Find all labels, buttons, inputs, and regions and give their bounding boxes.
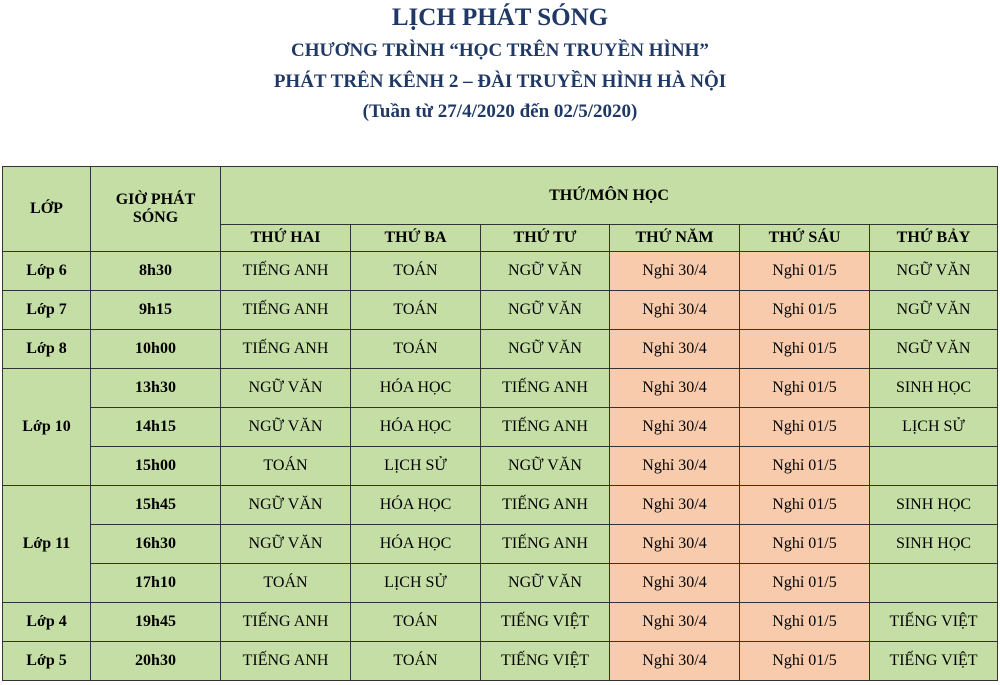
holiday-cell: Nghỉ 30/4 bbox=[610, 525, 740, 564]
holiday-cell: Nghỉ 01/5 bbox=[740, 642, 870, 681]
class-cell: Lớp 5 bbox=[3, 642, 91, 681]
time-cell: 15h00 bbox=[91, 447, 221, 486]
time-cell: 20h30 bbox=[91, 642, 221, 681]
time-cell: 17h10 bbox=[91, 564, 221, 603]
subject-cell: SINH HỌC bbox=[870, 525, 998, 564]
subject-cell: TIẾNG ANH bbox=[481, 486, 610, 525]
holiday-cell: Nghỉ 01/5 bbox=[740, 525, 870, 564]
holiday-cell: Nghỉ 01/5 bbox=[740, 369, 870, 408]
time-cell: 16h30 bbox=[91, 525, 221, 564]
table-row bbox=[3, 330, 998, 369]
day-subject-group-header: THỨ/MÔN HỌC bbox=[221, 167, 998, 225]
holiday-cell: Nghỉ 30/4 bbox=[610, 291, 740, 330]
time-cell: 13h30 bbox=[91, 369, 221, 408]
holiday-cell: Nghỉ 30/4 bbox=[610, 486, 740, 525]
subject-cell: NGỮ VĂN bbox=[481, 252, 610, 291]
day-header: THỨ TƯ bbox=[481, 225, 610, 252]
class-cell: Lớp 8 bbox=[3, 330, 91, 369]
table-row bbox=[3, 408, 998, 447]
day-header: THỨ BA bbox=[351, 225, 481, 252]
holiday-cell: Nghỉ 01/5 bbox=[740, 486, 870, 525]
subject-cell: TIẾNG ANH bbox=[221, 642, 351, 681]
day-header: THỨ SÁU bbox=[740, 225, 870, 252]
holiday-cell: Nghỉ 30/4 bbox=[610, 369, 740, 408]
subject-cell: LỊCH SỬ bbox=[870, 408, 998, 447]
subject-cell: LỊCH SỬ bbox=[351, 447, 481, 486]
time-cell: 8h30 bbox=[91, 252, 221, 291]
subject-cell: TIẾNG VIỆT bbox=[481, 603, 610, 642]
holiday-cell: Nghỉ 01/5 bbox=[740, 291, 870, 330]
table-row bbox=[3, 252, 998, 291]
subject-cell: TIẾNG VIỆT bbox=[870, 603, 998, 642]
subject-cell: HÓA HỌC bbox=[351, 408, 481, 447]
subject-cell: TOÁN bbox=[351, 252, 481, 291]
table-row bbox=[3, 291, 998, 330]
holiday-cell: Nghỉ 01/5 bbox=[740, 447, 870, 486]
schedule-body bbox=[3, 252, 998, 681]
subject-cell: NGỮ VĂN bbox=[870, 291, 998, 330]
subject-cell: TOÁN bbox=[221, 564, 351, 603]
class-cell: Lớp 6 bbox=[3, 252, 91, 291]
day-header: THỨ NĂM bbox=[610, 225, 740, 252]
holiday-cell: Nghỉ 30/4 bbox=[610, 252, 740, 291]
table-row bbox=[3, 486, 998, 525]
subject-cell: NGỮ VĂN bbox=[481, 330, 610, 369]
subject-cell: NGỮ VĂN bbox=[221, 525, 351, 564]
class-cell: Lớp 4 bbox=[3, 603, 91, 642]
program-title: CHƯƠNG TRÌNH “HỌC TRÊN TRUYỀN HÌNH” bbox=[291, 40, 709, 61]
subject-cell: TIẾNG ANH bbox=[481, 525, 610, 564]
holiday-cell: Nghỉ 01/5 bbox=[740, 252, 870, 291]
time-column-header: GIỜ PHÁT SÓNG bbox=[91, 167, 221, 252]
subject-cell: NGỮ VĂN bbox=[481, 291, 610, 330]
class-cell: Lớp 7 bbox=[3, 291, 91, 330]
subject-cell: HÓA HỌC bbox=[351, 486, 481, 525]
subject-cell: TOÁN bbox=[351, 330, 481, 369]
subject-cell: NGỮ VĂN bbox=[221, 369, 351, 408]
subject-cell: NGỮ VĂN bbox=[221, 486, 351, 525]
holiday-cell: Nghỉ 30/4 bbox=[610, 447, 740, 486]
time-cell: 15h45 bbox=[91, 486, 221, 525]
subject-cell: SINH HỌC bbox=[870, 486, 998, 525]
subject-cell: TIẾNG VIỆT bbox=[870, 642, 998, 681]
table-row bbox=[3, 603, 998, 642]
schedule-table bbox=[2, 166, 998, 681]
subject-cell: TIẾNG ANH bbox=[481, 408, 610, 447]
subject-cell: HÓA HỌC bbox=[351, 369, 481, 408]
subject-cell: SINH HỌC bbox=[870, 369, 998, 408]
subject-cell: TIẾNG ANH bbox=[221, 252, 351, 291]
holiday-cell: Nghỉ 01/5 bbox=[740, 408, 870, 447]
holiday-cell: Nghỉ 30/4 bbox=[610, 603, 740, 642]
subject-cell: NGỮ VĂN bbox=[870, 330, 998, 369]
subject-cell: TIẾNG ANH bbox=[221, 291, 351, 330]
subject-cell: NGỮ VĂN bbox=[221, 408, 351, 447]
holiday-cell: Nghỉ 01/5 bbox=[740, 564, 870, 603]
subject-cell: TOÁN bbox=[351, 642, 481, 681]
subject-cell: NGỮ VĂN bbox=[870, 252, 998, 291]
subject-cell: TOÁN bbox=[351, 291, 481, 330]
subject-cell: TIẾNG VIỆT bbox=[481, 642, 610, 681]
subject-cell: TOÁN bbox=[351, 603, 481, 642]
subject-cell: LỊCH SỬ bbox=[351, 564, 481, 603]
week-range: (Tuần từ 27/4/2020 đến 02/5/2020) bbox=[362, 101, 638, 122]
time-cell: 14h15 bbox=[91, 408, 221, 447]
table-row bbox=[3, 525, 998, 564]
table-row bbox=[3, 447, 998, 486]
class-cell: Lớp 11 bbox=[3, 486, 91, 603]
holiday-cell: Nghỉ 30/4 bbox=[610, 564, 740, 603]
subject-cell: TIẾNG ANH bbox=[221, 603, 351, 642]
page-title: LỊCH PHÁT SÓNG bbox=[391, 4, 609, 31]
subject-cell: HÓA HỌC bbox=[351, 525, 481, 564]
subject-cell: TIẾNG ANH bbox=[481, 369, 610, 408]
channel-line: PHÁT TRÊN KÊNH 2 – ĐÀI TRUYỀN HÌNH HÀ NỘI bbox=[273, 71, 727, 92]
subject-cell: TIẾNG ANH bbox=[221, 330, 351, 369]
subject-cell: NGỮ VĂN bbox=[481, 564, 610, 603]
time-cell: 9h15 bbox=[91, 291, 221, 330]
table-row bbox=[3, 564, 998, 603]
subject-cell: TOÁN bbox=[221, 447, 351, 486]
holiday-cell: Nghỉ 01/5 bbox=[740, 603, 870, 642]
day-header: THỨ HAI bbox=[221, 225, 351, 252]
subject-cell: NGỮ VĂN bbox=[481, 447, 610, 486]
subject-cell bbox=[870, 447, 998, 486]
holiday-cell: Nghỉ 30/4 bbox=[610, 642, 740, 681]
class-cell: Lớp 10 bbox=[3, 369, 91, 486]
holiday-cell: Nghỉ 30/4 bbox=[610, 408, 740, 447]
holiday-cell: Nghỉ 30/4 bbox=[610, 330, 740, 369]
subject-cell bbox=[870, 564, 998, 603]
holiday-cell: Nghỉ 01/5 bbox=[740, 330, 870, 369]
time-cell: 19h45 bbox=[91, 603, 221, 642]
time-cell: 10h00 bbox=[91, 330, 221, 369]
table-row bbox=[3, 369, 998, 408]
class-column-header: LỚP bbox=[3, 167, 91, 252]
day-header: THỨ BẢY bbox=[870, 225, 998, 252]
table-row bbox=[3, 642, 998, 681]
